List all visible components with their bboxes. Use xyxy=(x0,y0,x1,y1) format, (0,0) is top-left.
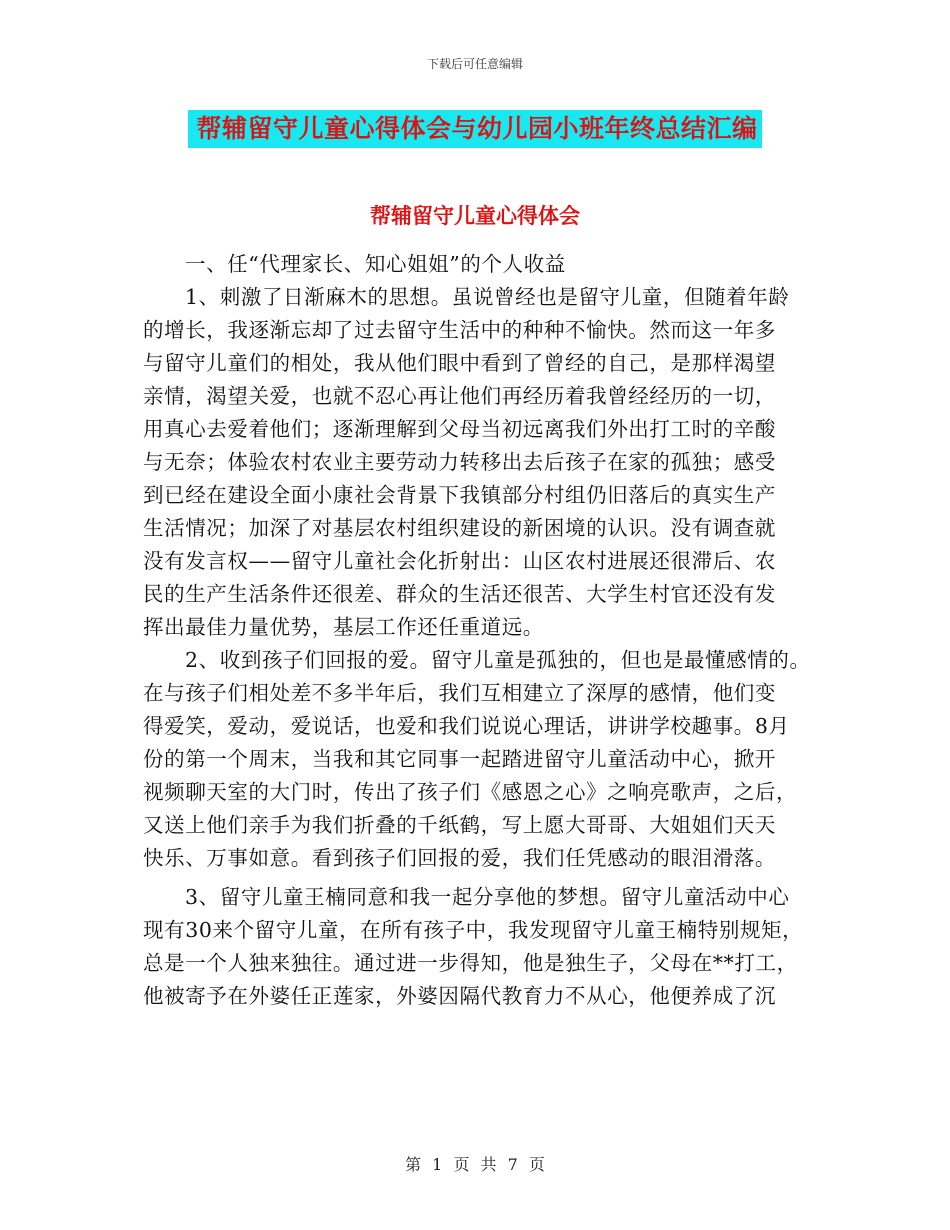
text-line: 用真心去爱着他们；逐渐理解到父母当初远离我们外出打工时的辛酸 xyxy=(143,417,776,441)
text-line: 在与孩子们相处差不多半年后，我们互相建立了深厚的感情，他们变 xyxy=(143,681,776,705)
paragraph-3 xyxy=(143,881,823,1013)
header-note: 下载后可任意编辑 xyxy=(426,57,523,71)
text-line: 生活情况；加深了对基层农村组织建设的新困境的认识。没有调查就 xyxy=(143,516,776,540)
text-line: 民的生产生活条件还很差、群众的生活还很苦、大学生村官还没有发 xyxy=(143,582,776,606)
text-line: 快乐、万事如意。看到孩子们回报的爱，我们任凭感动的眼泪滑落。 xyxy=(143,846,776,870)
text-line: 的增长，我逐渐忘却了过去留守生活中的种种不愉快。然而这一年多 xyxy=(143,318,776,342)
text-line: 挥出最佳力量优势，基层工作还任重道远。 xyxy=(143,615,544,639)
text-line: 1、刺激了日渐麻木的思想。虽说曾经也是留守儿童，但随着年龄 xyxy=(185,285,790,309)
text-line: 与无奈；体验农村农业主要劳动力转移出去后孩子在家的孤独；感受 xyxy=(143,450,776,474)
section-title: 帮辅留守儿童心得体会 xyxy=(370,204,580,228)
text-line: 现有30来个留守儿童，在所有孩子中，我发现留守儿童王楠特别规矩， xyxy=(143,918,804,942)
text-line: 得爱笑，爱动，爱说话，也爱和我们说说心理话，讲讲学校趣事。8月 xyxy=(143,714,790,738)
page-footer: 第 1 页 共 7 页 xyxy=(405,1155,545,1174)
text-line: 亲情，渴望关爱，也就不忍心再让他们再经历着我曾经经历的一切， xyxy=(143,384,776,408)
paragraph-2 xyxy=(143,644,823,875)
text-line: 与留守儿童们的相处，我从他们眼中看到了曾经的自己，是那样渴望 xyxy=(143,351,776,375)
text-line: 3、留守儿童王楠同意和我一起分享他的梦想。留守儿童活动中心 xyxy=(185,885,790,909)
text-line: 没有发言权——留守儿童社会化折射出：山区农村进展还很滞后、农 xyxy=(143,549,776,573)
section-heading: 一、任“代理家长、知心姐姐”的个人收益 xyxy=(185,252,566,276)
document-body xyxy=(143,248,823,1013)
text-line: 到已经在建设全面小康社会背景下我镇部分村组仍旧落后的真实生产 xyxy=(143,483,776,507)
text-line: 他被寄予在外婆任正莲家，外婆因隔代教育力不从心，他便养成了沉 xyxy=(143,984,776,1008)
text-line: 2、收到孩子们回报的爱。留守儿童是孤独的，但也是最懂感情的。 xyxy=(185,648,811,672)
main-title-container xyxy=(0,110,950,148)
text-line: 视频聊天室的大门时，传出了孩子们《感恩之心》之响亮歌声，之后， xyxy=(143,780,798,804)
paragraph-1 xyxy=(143,281,823,644)
main-title: 帮辅留守儿童心得体会与幼儿园小班年终总结汇编 xyxy=(188,110,761,148)
text-line: 又送上他们亲手为我们折叠的千纸鹤，写上愿大哥哥、大姐姐们天天 xyxy=(143,813,776,837)
text-line: 份的第一个周末，当我和其它同事一起踏进留守儿童活动中心，掀开 xyxy=(143,747,776,771)
text-line: 总是一个人独来独往。通过进一步得知，他是独生子，父母在**打工， xyxy=(143,951,798,975)
